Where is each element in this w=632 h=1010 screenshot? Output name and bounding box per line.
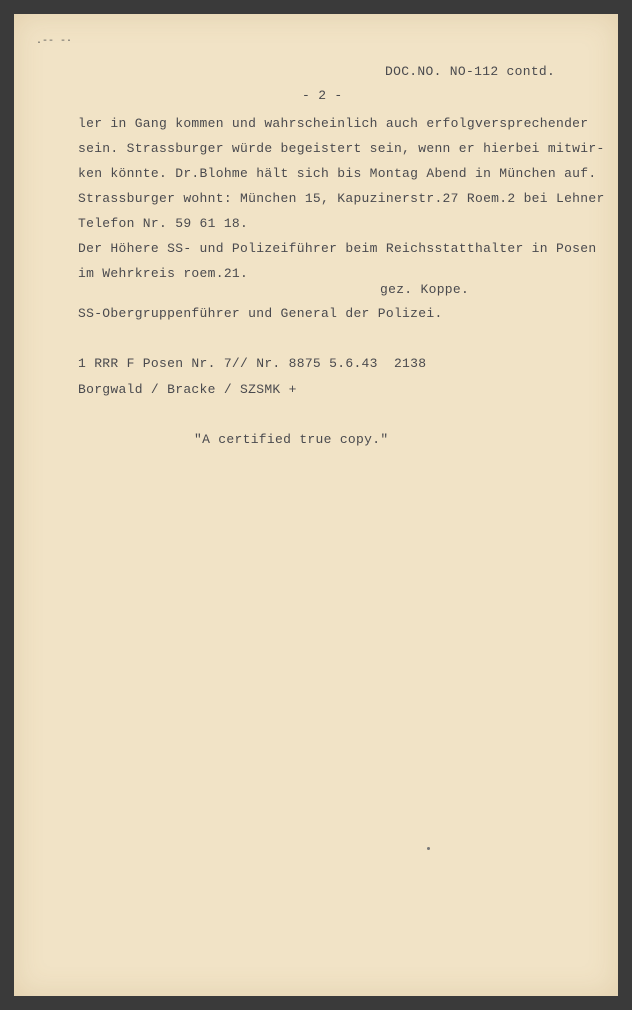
body-line: ler in Gang kommen und wahrscheinlich auch erfolgversprechender (78, 116, 589, 131)
signature-name: gez. Koppe. (380, 282, 470, 297)
body-line: ken könnte. Dr.Blohme hält sich bis Montag Abend in München auf. (78, 166, 597, 181)
body-line: sein. Strassburger würde begeistert sein, wenn er hierbei mitwir- (78, 141, 605, 156)
corner-mark: .-- -· (36, 36, 73, 47)
body-line: Strassburger wohnt: München 15, Kapuzinerstr.27 Roem.2 bei Lehner (78, 191, 605, 206)
transmission-line: 1 RRR F Posen Nr. 7// Nr. 8875 5.6.43 2138 (78, 356, 427, 371)
page-number: - 2 - (302, 88, 343, 103)
transmission-line: Borgwald / Bracke / SZSMK + (78, 382, 297, 397)
document-page (14, 14, 618, 996)
body-line: Telefon Nr. 59 61 18. (78, 216, 249, 231)
doc-number: DOC.NO. NO-112 contd. (385, 64, 556, 79)
signature-title: SS-Obergruppenführer und General der Polizei. (78, 306, 443, 321)
body-line: Der Höhere SS- und Polizeiführer beim Reichsstatthalter in Posen (78, 241, 597, 256)
certification-note: "A certified true copy." (194, 432, 389, 447)
paper-speck (427, 847, 430, 850)
body-line: im Wehrkreis roem.21. (78, 266, 249, 281)
